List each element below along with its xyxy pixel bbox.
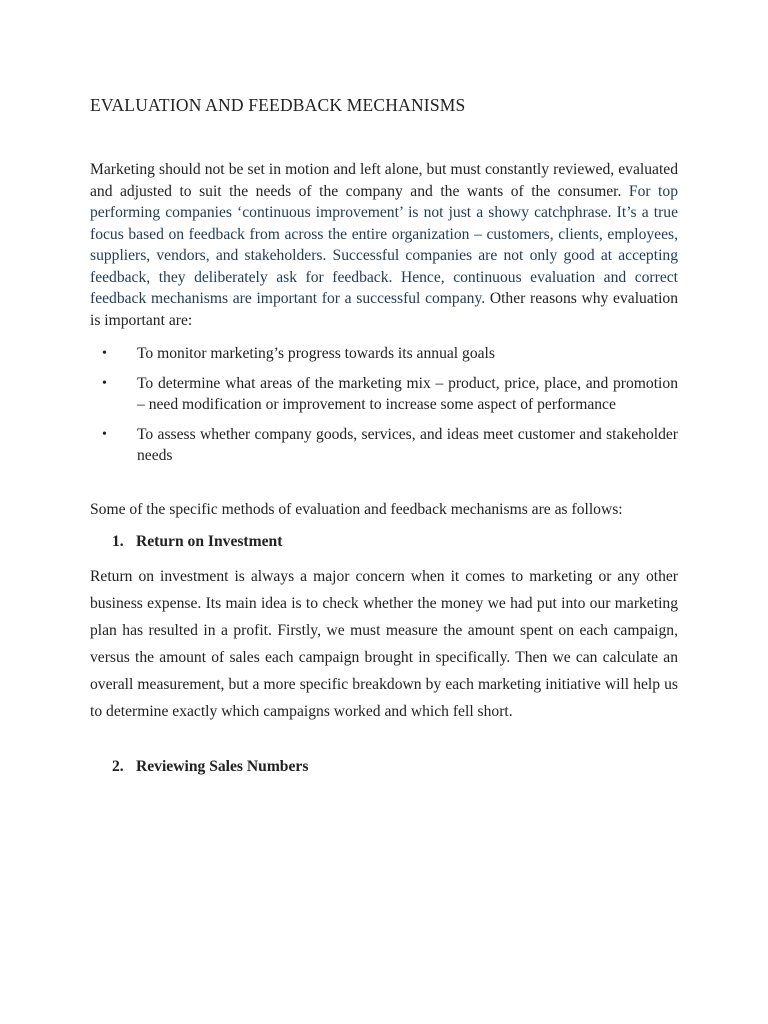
intro-paragraph <box>90 159 678 331</box>
bullet-text: To monitor marketing’s progress towards its annual goals <box>137 345 495 362</box>
list-item <box>102 424 678 466</box>
section-heading-return-on-investment <box>112 531 678 552</box>
bullet-text: To assess whether company goods, services, and ideas meet customer and stakeholder needs <box>137 426 678 464</box>
list-item <box>102 373 678 415</box>
methods-intro-paragraph: Some of the specific methods of evaluation and feedback mechanisms are as follows: <box>90 501 623 518</box>
intro-text-part1: Marketing should not be set in motion and left alone, but must constantly reviewed, evaluated and adjusted to suit the needs of the company and the wants of the consumer. <box>90 161 678 200</box>
return-on-investment-paragraph: Return on investment is always a major concern when it comes to marketing or any other business expense. Its main idea is to check whether the money we had put into our marketing plan has resulted in a profit. Firstly, we must measure the amount spent on each campaign, versus the amount of sales each campaign brought in specifically. Then we can calculate an overall measurement, but a more specific breakdown by each marketing initiative will help us to determine exactly which campaigns worked and which fell short. <box>90 567 678 720</box>
list-item <box>102 343 678 364</box>
bullet-icon: • <box>102 427 107 442</box>
section-heading-reviewing-sales-numbers <box>112 756 678 777</box>
section-number: 2. <box>112 757 124 775</box>
document-title: EVALUATION AND FEEDBACK MECHANISMS <box>90 95 466 115</box>
section-heading-text: Return on Investment <box>136 532 283 550</box>
bullet-text: To determine what areas of the marketing mix – product, price, place, and promotion – need modification or improvement to increase some aspect of performance <box>137 375 678 413</box>
intro-text-highlighted: For top performing companies ‘continuous improvement’ is not just a showy catchphrase. It’s a true focus based on feedback from across the entire organization – customers, clients, employees, suppliers, vendors, and stakeholders. Successful companies are not only good at accepting feedback, they deliberately ask for feedback. Hence, continuous evaluation and correct feedback mechanisms are important for a successful company. <box>90 182 678 307</box>
bullet-icon: • <box>102 376 107 391</box>
section-heading-text: Reviewing Sales Numbers <box>136 757 309 775</box>
reasons-bullet-list <box>90 343 678 466</box>
bullet-icon: • <box>102 346 107 361</box>
section-number: 1. <box>112 532 124 550</box>
intro-text-part3: Other reasons why evaluation is important are: <box>90 290 679 329</box>
